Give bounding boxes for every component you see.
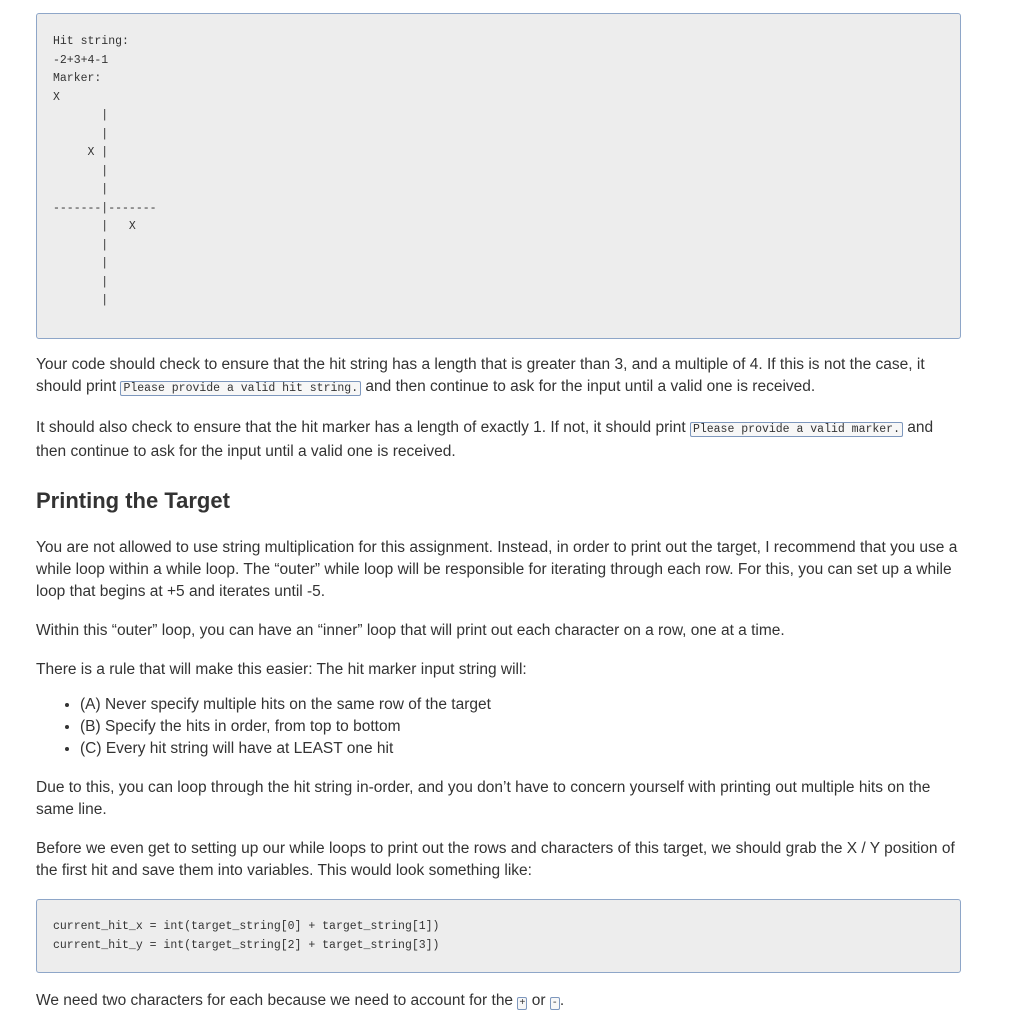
- code-line: | X: [53, 220, 136, 233]
- plus-sign-code: +: [519, 998, 526, 1009]
- loop-in-order-paragraph: Due to this, you can loop through the hit string in-order, and you don’t have to concern yourself with printing out multiple hits on the same line.: [36, 779, 931, 818]
- text-segment: Your code should check to ensure that the hit string has a length that is greater than 3, and a multiple of 4. If this is not the case, it should print: [36, 356, 925, 395]
- hit-position-code-block: [36, 899, 961, 973]
- code-line: |: [53, 257, 109, 270]
- section-heading: Printing the Target: [36, 488, 230, 513]
- code-line: |: [53, 127, 109, 141]
- text-segment: and then continue to ask for the input until a valid one is received.: [36, 419, 934, 460]
- marker-error-code: Please provide a valid marker.: [690, 422, 903, 437]
- code-line: current_hit_y = int(target_string[2] + target_string[3]): [53, 938, 440, 952]
- first-hit-paragraph: Before we even get to setting up our while loops to print out the rows and characters of this target, we should grab the X / Y position of the first hit and save them into variables. This would look something like:: [36, 840, 955, 879]
- inner-loop-paragraph: Within this “outer” loop, you can have an “inner” loop that will print out each character on a row, one at a time.: [36, 622, 785, 639]
- list-item: • (C) Every hit string will have at LEAST one hit: [80, 738, 961, 760]
- two-characters-paragraph: [36, 990, 961, 1015]
- code-line: |: [53, 109, 109, 122]
- text-segment: We need two characters for each because we need to account for the: [36, 992, 518, 1009]
- minus-sign-code: -: [551, 998, 558, 1009]
- while-loop-paragraph: You are not allowed to use string multiplication for this assignment. Instead, in order to print out the target, I recommend that you use a while loop within a while loop. The “outer” while loop will be responsible for iterating through each row. For this, you can set up a while loop that begins at +5 and iterates until -5.: [36, 539, 958, 600]
- code-line: Marker:: [53, 72, 102, 85]
- code-line: Hit string:: [53, 35, 129, 48]
- article-content: [36, 13, 961, 1015]
- code-line: current_hit_x = int(target_string[0] + target_string[1]): [53, 920, 440, 933]
- hit-string-validation-paragraph: [36, 354, 961, 400]
- list-item: • (A) Never specify multiple hits on the same row of the target: [80, 694, 961, 716]
- code-line: -------|-------: [53, 201, 157, 215]
- text-segment: or: [527, 992, 550, 1009]
- code-line: -2+3+4-1: [53, 53, 109, 67]
- text-segment: and then continue to ask for the input until a valid one is received.: [361, 378, 816, 395]
- text-segment: .: [559, 992, 565, 1009]
- code-line: X: [53, 90, 60, 104]
- code-line: |: [53, 294, 109, 307]
- code-line: |: [53, 164, 109, 178]
- code-line: |: [53, 183, 109, 196]
- rules-list: [36, 694, 961, 760]
- code-line: |: [53, 238, 109, 252]
- code-line: X |: [53, 146, 109, 159]
- list-item: • (B) Specify the hits in order, from top to bottom: [80, 716, 961, 738]
- code-line: |: [53, 275, 109, 289]
- example-output-block: [36, 13, 961, 339]
- text-segment: It should also check to ensure that the hit marker has a length of exactly 1. If not, it should print: [36, 419, 690, 436]
- hit-string-error-code: Please provide a valid hit string.: [120, 381, 361, 396]
- rule-intro-paragraph: There is a rule that will make this easier: The hit marker input string will:: [36, 661, 527, 678]
- marker-validation-paragraph: [36, 417, 961, 463]
